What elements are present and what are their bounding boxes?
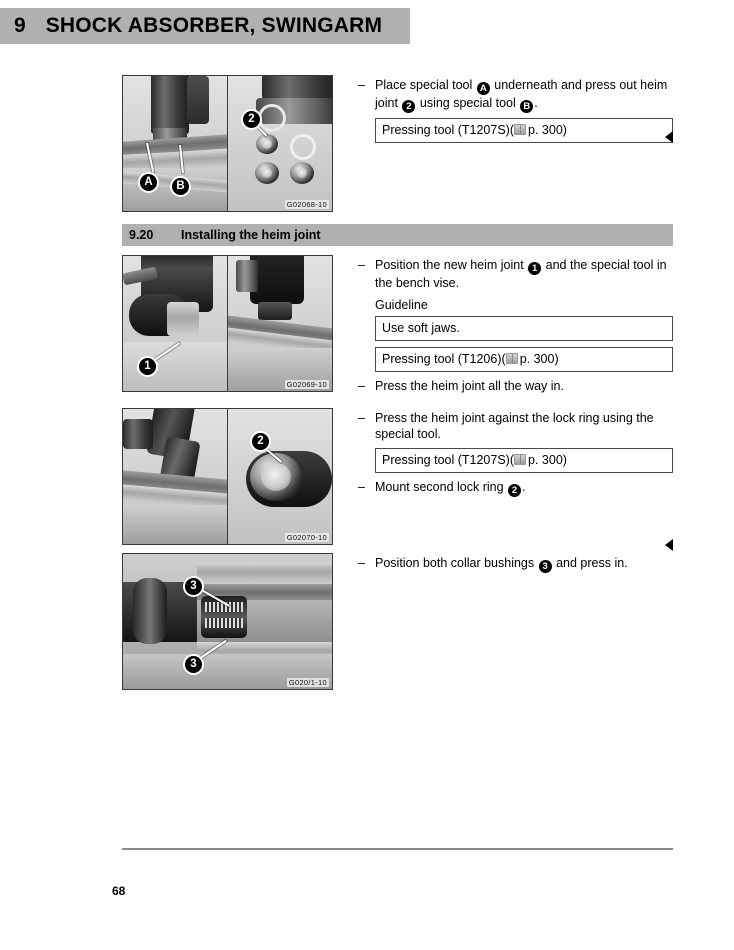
chapter-header-bar <box>0 8 410 44</box>
text-segment: using special tool <box>416 96 520 110</box>
section-heading-bar <box>122 224 673 246</box>
inline-callout-B: B <box>520 100 533 113</box>
figure-2 <box>122 255 333 392</box>
reference-open: ( <box>509 452 515 467</box>
callout-1-figure-2: 1 <box>137 356 158 377</box>
callout-B: B <box>170 176 191 197</box>
figure-3-id: G02070-10 <box>286 532 327 542</box>
section-title: Installing the heim joint <box>181 228 321 242</box>
instruction-3-2 <box>358 479 673 497</box>
instruction-text <box>375 77 673 113</box>
spec-label: Pressing tool (T1207S) <box>382 452 510 467</box>
reference-page: p. 300 <box>528 452 563 467</box>
text-segment: Position both collar bushings <box>375 555 538 570</box>
chapter-number: 9 <box>14 14 26 37</box>
reference-close: ) <box>562 452 567 467</box>
reference-page: p. 300 <box>528 123 563 137</box>
inline-callout-1: 1 <box>528 262 541 275</box>
figure-3-left-pane <box>123 409 228 544</box>
margin-change-marker-1 <box>665 131 673 143</box>
callout-2-figure-1: 2 <box>241 109 262 130</box>
text-segment: Mount second lock ring <box>375 479 508 494</box>
callout-2-figure-3: 2 <box>250 431 271 452</box>
figure-2-right-pane <box>228 256 332 391</box>
book-icon <box>514 454 526 465</box>
instruction-1-1 <box>358 77 673 113</box>
figure-1-left-pane <box>123 76 228 211</box>
guideline-label: Guideline <box>375 297 428 312</box>
inline-callout-2: 2 <box>402 100 415 113</box>
reference-close: ) <box>562 123 567 137</box>
inline-callout-3: 3 <box>539 560 552 573</box>
text-segment: underneath and press out heim joint <box>375 78 668 110</box>
step-block-3 <box>122 408 673 545</box>
figure-1-id: G02068-10 <box>286 200 327 209</box>
reference-open: ( <box>509 123 515 137</box>
bullet-dash: – <box>358 78 365 92</box>
text-segment: and press in. <box>552 555 628 570</box>
figure-column-1 <box>122 75 333 212</box>
inline-callout-2: 2 <box>508 484 521 497</box>
chapter-title: SHOCK ABSORBER, SWINGARM <box>45 14 383 37</box>
spec-box-pressing-tool-3 <box>375 448 673 473</box>
instruction-text: Press the heim joint all the way in. <box>375 379 564 393</box>
text-segment: . <box>534 96 538 110</box>
text-column-2 <box>333 255 673 400</box>
text-segment: and the special tool in the bench vise. <box>375 258 667 290</box>
bullet-dash: – <box>358 410 365 425</box>
reference-open: ( <box>501 352 506 366</box>
instruction-text <box>375 555 673 573</box>
instruction-2-1 <box>358 257 673 292</box>
figure-3-right-pane <box>228 409 332 544</box>
text-column-1 <box>333 75 673 149</box>
step-block-2 <box>122 255 673 400</box>
step-block-1 <box>122 75 673 212</box>
spec-box-pressing-tool-1 <box>375 118 673 143</box>
instruction-text <box>375 257 673 292</box>
figure-4-id: G020/1-10 <box>288 677 327 687</box>
footer-rule <box>122 848 673 850</box>
callout-3-bottom: 3 <box>183 654 204 675</box>
bullet-dash: – <box>358 258 365 272</box>
bullet-dash: – <box>358 555 365 570</box>
page-number: 68 <box>112 884 126 898</box>
figure-2-left-pane <box>123 256 228 391</box>
figure-column-2 <box>122 255 333 392</box>
figure-column-3 <box>122 408 333 545</box>
reference-close: ) <box>554 352 559 366</box>
inline-callout-A: A <box>477 82 490 95</box>
figure-1 <box>122 75 333 212</box>
book-icon <box>506 353 518 364</box>
section-number: 9.20 <box>129 228 154 242</box>
spec-box-pressing-tool-2 <box>375 347 673 372</box>
instruction-2-2 <box>358 378 673 395</box>
text-segment: . <box>522 479 526 494</box>
figure-3 <box>122 408 333 545</box>
instruction-3-1 <box>358 410 673 443</box>
page-content <box>122 75 673 698</box>
book-icon <box>514 124 526 135</box>
guideline-box: Use soft jaws. <box>375 316 673 341</box>
bullet-dash: – <box>358 379 365 393</box>
figure-1-right-pane <box>228 76 332 211</box>
step-block-4 <box>122 553 673 690</box>
instruction-text: Press the heim joint against the lock ring using the special tool. <box>375 410 654 441</box>
callout-3-top: 3 <box>183 576 204 597</box>
figure-2-id: G02069-10 <box>286 380 327 389</box>
figure-4 <box>122 553 333 690</box>
margin-change-marker-2 <box>665 539 673 551</box>
text-column-3 <box>333 408 673 502</box>
bullet-dash: – <box>358 479 365 494</box>
figure-column-4 <box>122 553 333 690</box>
instruction-4-1 <box>358 555 673 573</box>
reference-page: p. 300 <box>519 352 555 366</box>
spec-label: Pressing tool (T1206) <box>382 352 502 366</box>
text-segment: Position the new heim joint <box>375 258 528 272</box>
instruction-text <box>375 479 673 497</box>
text-segment: Place special tool <box>375 78 476 92</box>
spec-label: Pressing tool (T1207S) <box>382 123 510 137</box>
callout-A: A <box>138 172 159 193</box>
text-column-4 <box>333 553 673 578</box>
